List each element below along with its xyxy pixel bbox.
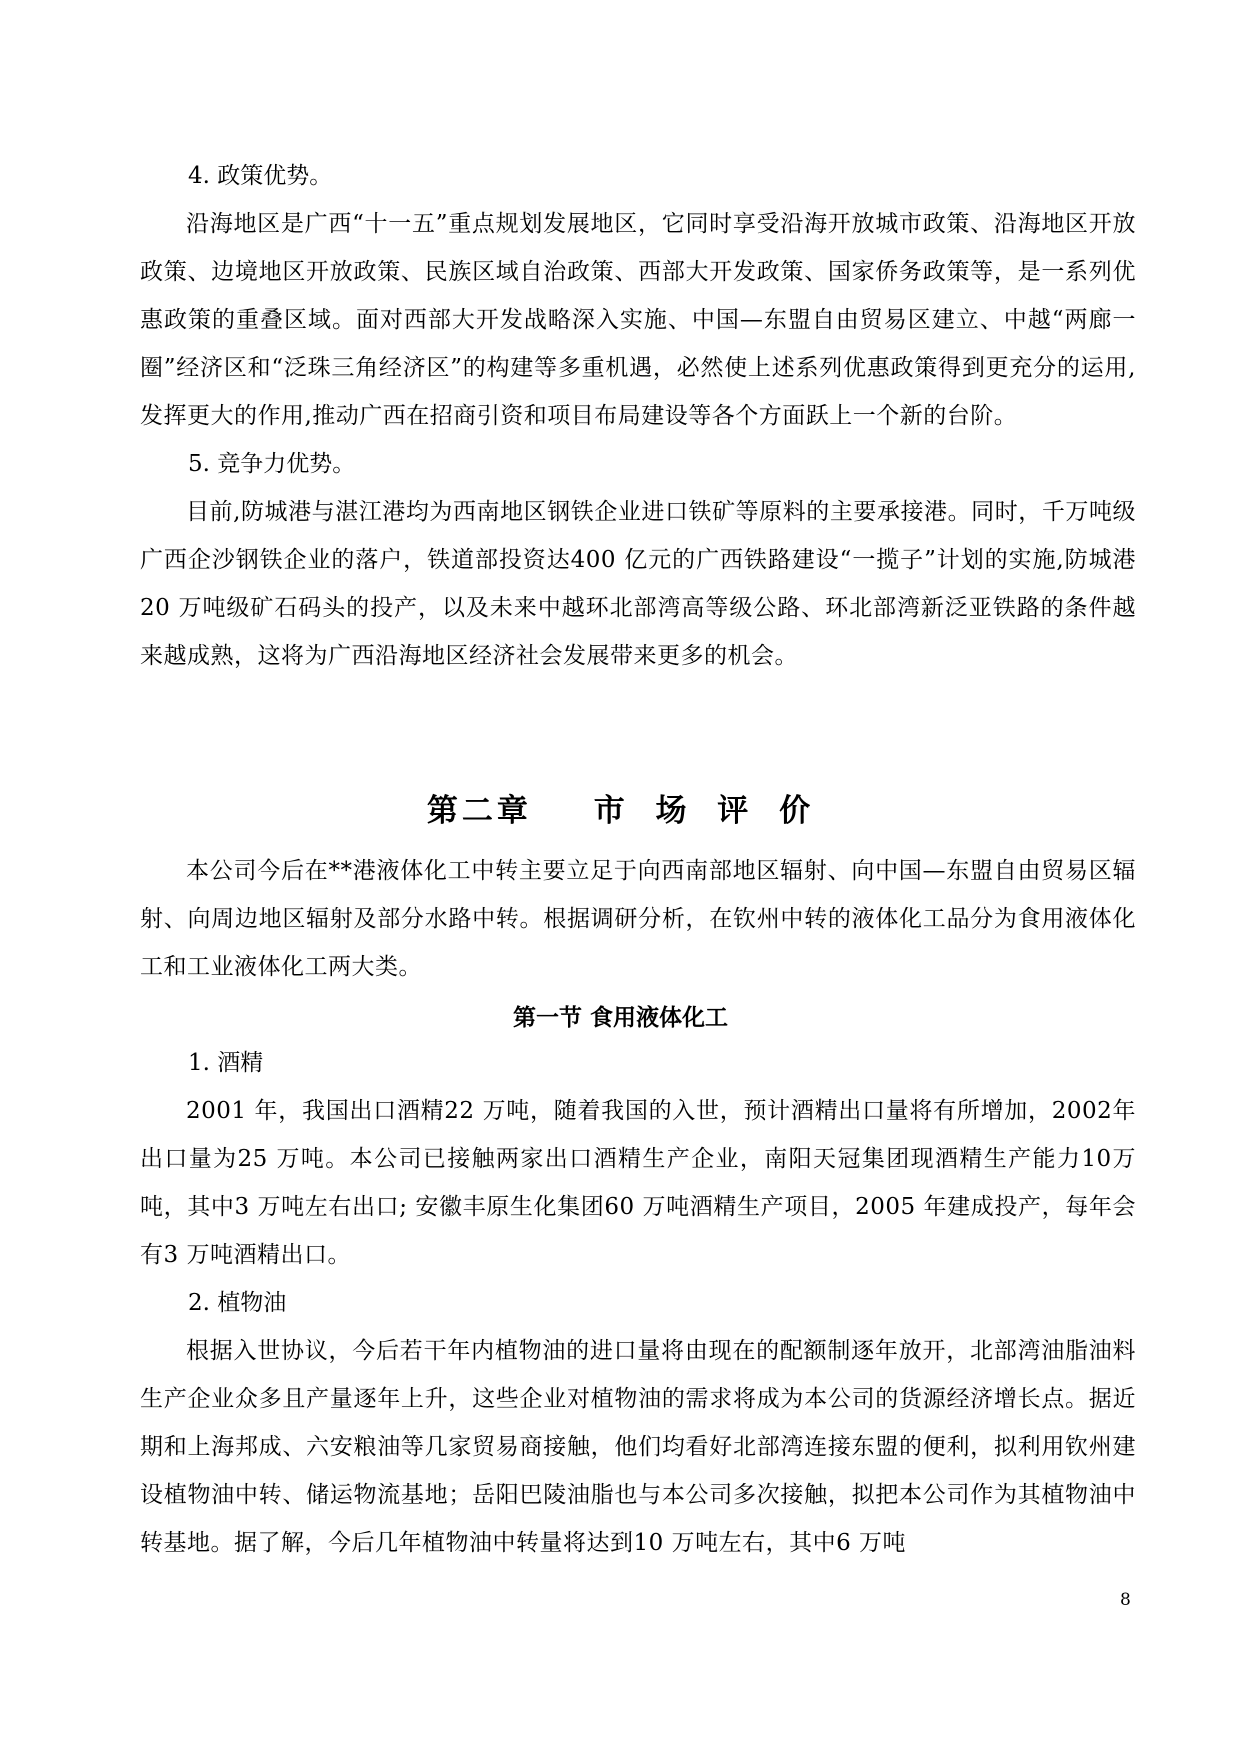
item-heading-competitiveness: 5. 竞争力优势。 bbox=[188, 451, 356, 477]
item-heading-vegetable-oil: 2. 植物油 bbox=[188, 1290, 287, 1316]
item-heading-alcohol: 1. 酒精 bbox=[188, 1050, 264, 1076]
chapter-intro-paragraph: 本公司今后在**港液体化工中转主要立足于向西南部地区辐射、向中国—东盟自由贸易区辐射、向周边地区辐射及部分水路中转。根据调研分析，在钦州中转的液体化工品分为食用液体化工和工业液体化工两大类。 bbox=[140, 858, 1137, 980]
page-number: 8 bbox=[1120, 1590, 1131, 1610]
item-heading-policy: 4. 政策优势。 bbox=[188, 163, 333, 189]
paragraph-vegetable-oil: 根据入世协议，今后若干年内植物油的进口量将由现在的配额制逐年放开，北部湾油脂油料生产企业众多且产量逐年上升，这些企业对植物油的需求将成为本公司的货源经济增长点。据近期和上海邦成、六安粮油等几家贸易商接触，他们均看好北部湾连接东盟的便利，拟利用钦州建设植物油中转、储运物流基地；岳阳巴陵油脂也与本公司多次接触，拟把本公司作为其植物油中转基地。据了解，今后几年植物油中转量将达到10 万吨左右，其中6 万吨 bbox=[140, 1338, 1136, 1556]
paragraph-alcohol: 2001 年，我国出口酒精22 万吨，随着我国的入世，预计酒精出口量将有所增加，2002年出口量为25 万吨。本公司已接触两家出口酒精生产企业，南阳天冠集团现酒精生产能力10万吨，其中3 万吨左右出口; 安徽丰原生化集团60 万吨酒精生产项目，2005 年建成投产，每年会有3 万吨酒精出口。 bbox=[140, 1098, 1136, 1268]
chapter-title: 第二章 市 场 评 价 bbox=[426, 793, 815, 829]
chapter-intro-block bbox=[140, 847, 1136, 991]
paragraph-competitiveness: 目前,防城港与湛江港均为西南地区钢铁企业进口铁矿等原料的主要承接港。同时，千万吨级广西企沙钢铁企业的落户，铁道部投资达400 亿元的广西铁路建设“一揽子”计划的实施,防城港20 万吨级矿石码头的投产，以及未来中越环北部湾高等级公路、环北部湾新泛亚铁路的条件越来越成熟，这将为广西沿海地区经济社会发展带来更多的机会。 bbox=[140, 499, 1136, 669]
section-title: 第一节 食用液体化工 bbox=[512, 1004, 728, 1031]
section-content bbox=[140, 1039, 1136, 1567]
paragraph-policy: 沿海地区是广西“十一五”重点规划发展地区，它同时享受沿海开放城市政策、沿海地区开放政策、边境地区开放政策、民族区域自治政策、西部大开发政策、国家侨务政策等，是一系列优惠政策的重叠区域。面对西部大开发战略深入实施、中国—东盟自由贸易区建立、中越“两廊一圈”经济区和“泛珠三角经济区”的构建等多重机遇，必然使上述系列优惠政策得到更充分的运用, 发挥更大的作用,推动广西在招商引资和项目布局建设等各个方面跃上一个新的台阶。 bbox=[140, 211, 1136, 429]
section-advantages bbox=[140, 152, 1136, 680]
